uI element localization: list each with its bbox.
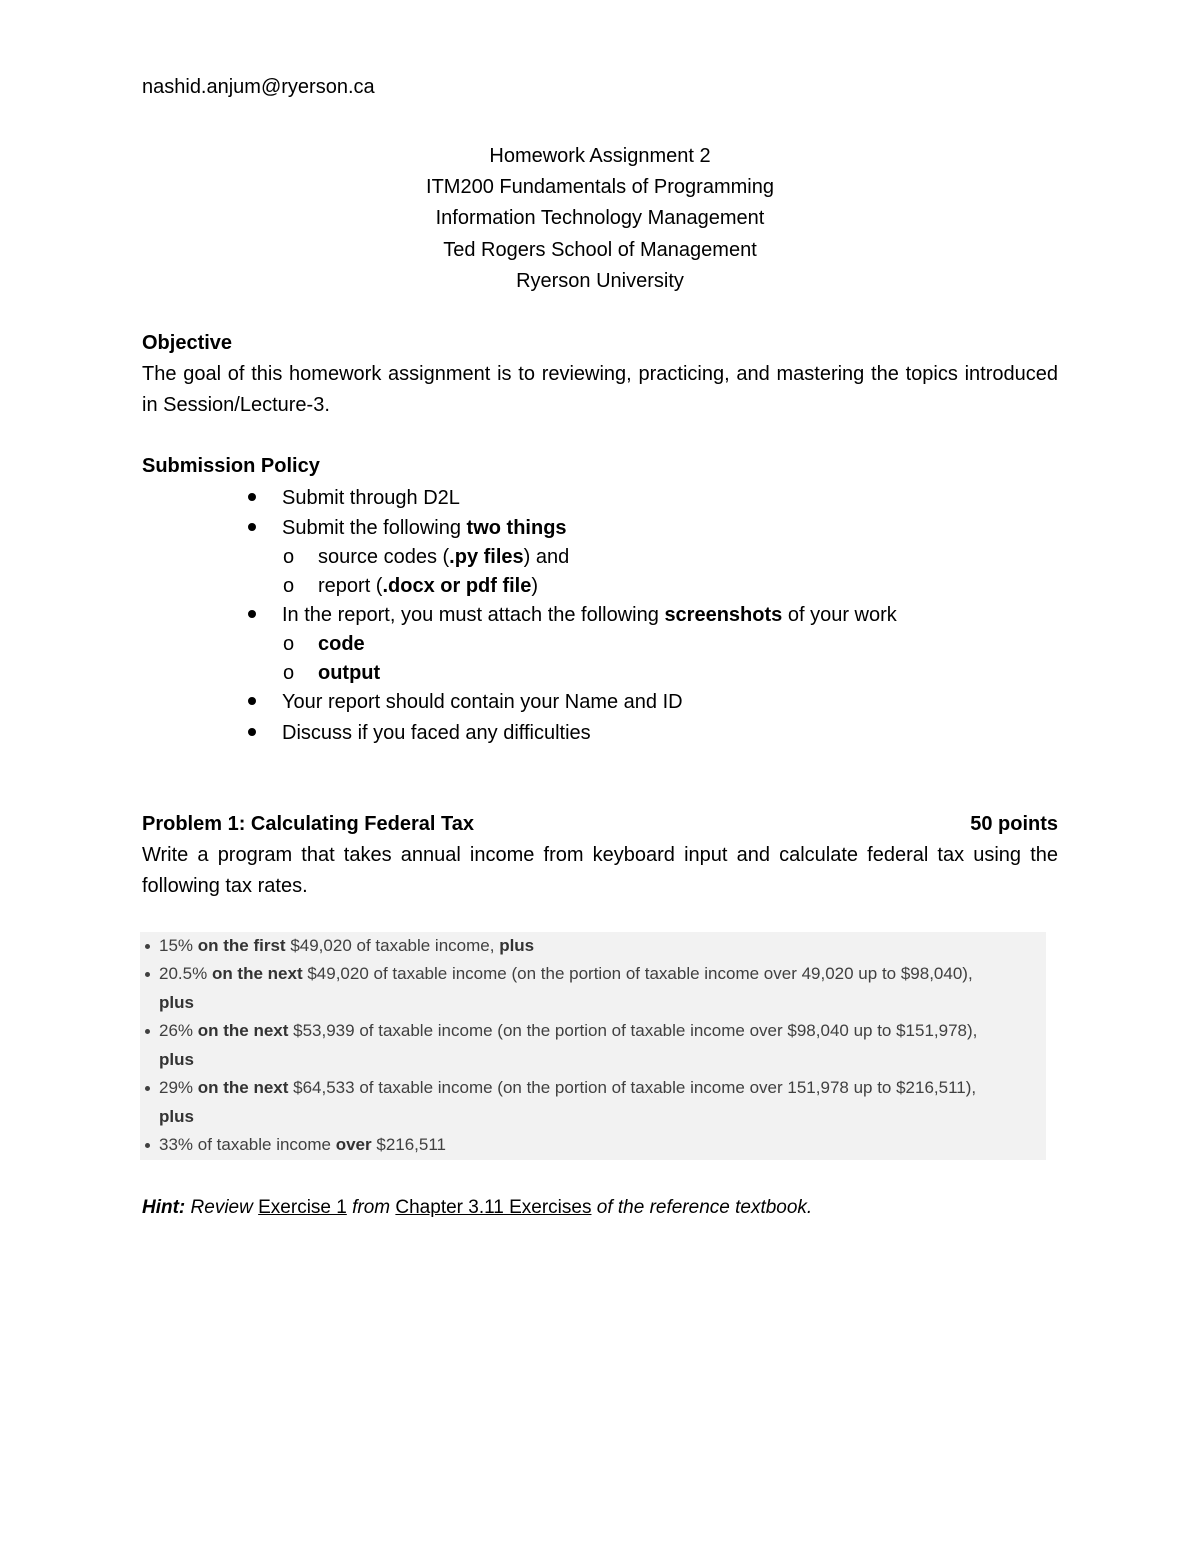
submission-item-difficulties: Discuss if you faced any difficulties [282, 722, 591, 744]
school-name: Ted Rogers School of Management [443, 238, 757, 261]
submission-title: Submission Policy [142, 455, 320, 477]
problem-points: 50 points [970, 813, 1058, 835]
problem-title [142, 809, 1058, 840]
objective-title: Objective [142, 332, 233, 354]
hint-label: Hint: [142, 1197, 186, 1218]
tax-rate-4: 29% on the next $64,533 of taxable income (on the portion of taxable income over 151,978 up to $216,511), [159, 1078, 977, 1097]
bullet-icon [145, 1086, 150, 1091]
author-email: nashid.anjum@ryerson.ca [142, 76, 375, 98]
hint-line: Hint: Review Exercise 1 from Chapter 3.11 Exercises of the reference textbook. [142, 1197, 813, 1218]
bullet-icon [248, 523, 256, 531]
bullet-icon [248, 610, 256, 618]
chapter-link[interactable]: Chapter 3.11 Exercises [395, 1197, 592, 1218]
university-name: Ryerson University [516, 269, 684, 292]
exercise-link[interactable]: Exercise 1 [258, 1197, 347, 1218]
course-name: ITM200 Fundamentals of Programming [426, 176, 774, 199]
tax-rate-2: 20.5% on the next $49,020 of taxable income (on the portion of taxable income over 49,020 up to $98,040), [159, 964, 973, 983]
circle-bullet-icon: o [283, 546, 295, 568]
problem-description: Write a program that takes annual income from keyboard input and calculate federal tax using the following tax rates. [142, 844, 1058, 897]
tax-rate-3: 26% on the next $53,939 of taxable income (on the portion of taxable income over $98,040 up to $151,978), [159, 1021, 978, 1040]
bullet-icon [145, 944, 150, 949]
tax-rate-3-continuation: plus [159, 1050, 194, 1069]
submission-item-name-id: Your report should contain your Name and ID [282, 691, 683, 713]
submission-subitem-report: report (.docx or pdf file) [318, 575, 539, 597]
submission-subitem-output: output [318, 662, 381, 684]
document-heading [0, 141, 1200, 297]
submission-item-two-things: Submit the following two things [282, 517, 567, 539]
submission-item-screenshots: In the report, you must attach the following screenshots of your work [282, 604, 897, 626]
problem-name: Problem 1: Calculating Federal Tax [142, 813, 474, 835]
circle-bullet-icon: o [283, 575, 295, 597]
tax-rate-4-continuation: plus [159, 1107, 194, 1126]
assignment-title: Homework Assignment 2 [489, 145, 711, 167]
bullet-icon [145, 972, 150, 977]
bullet-icon [248, 493, 256, 501]
submission-item-d2l: Submit through D2L [282, 487, 460, 509]
objective-text: The goal of this homework assignment is to reviewing, practicing, and mastering the topics introduced in Session/Lecture-3. [142, 363, 1058, 416]
tax-rate-1: 15% on the first $49,020 of taxable income, plus [159, 936, 535, 955]
tax-rate-5: 33% of taxable income over $216,511 [159, 1135, 447, 1154]
bullet-icon [145, 1029, 150, 1034]
circle-bullet-icon: o [283, 633, 295, 655]
bullet-icon [248, 697, 256, 705]
tax-rate-2-continuation: plus [159, 993, 194, 1012]
program-name: Information Technology Management [435, 207, 765, 230]
submission-subitem-code: code [318, 633, 365, 655]
bullet-icon [248, 728, 256, 736]
bullet-icon [145, 1143, 150, 1148]
circle-bullet-icon: o [283, 662, 295, 684]
submission-subitem-source: source codes (.py files) and [318, 546, 570, 568]
